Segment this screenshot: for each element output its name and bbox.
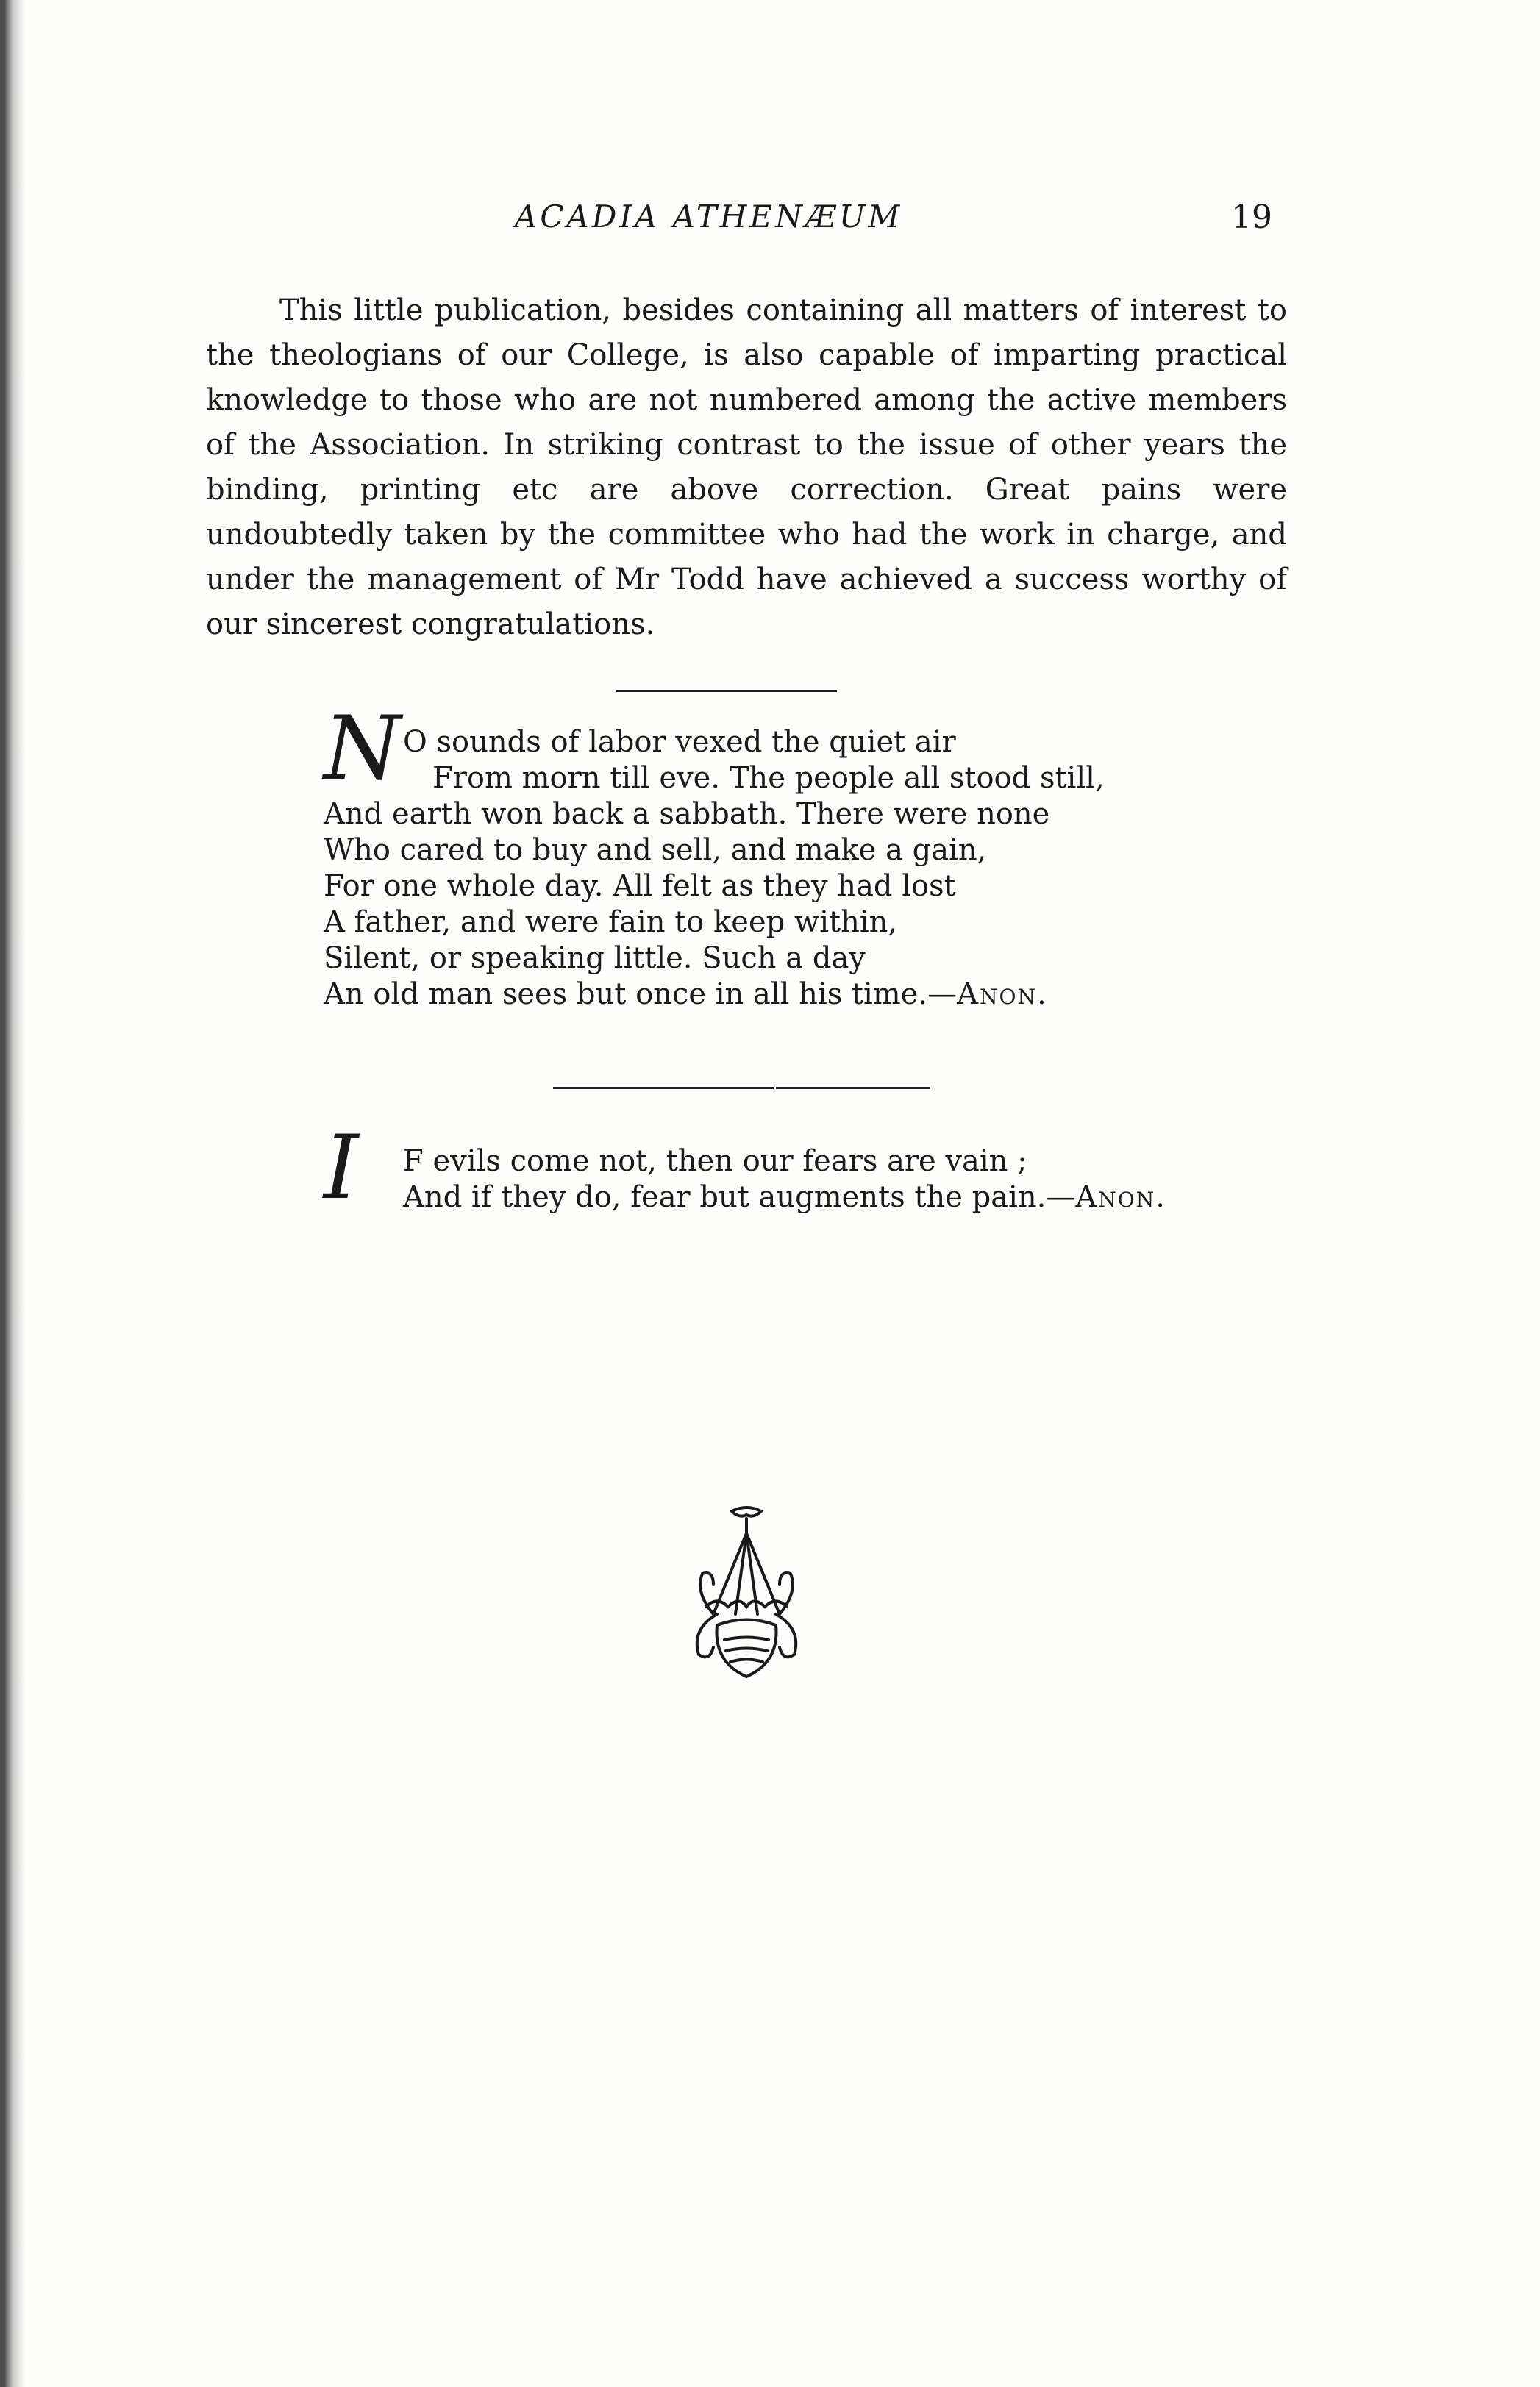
poem-line: Who cared to buy and sell, and make a gain,	[324, 833, 987, 867]
poem-sabbath	[324, 698, 1280, 1013]
poem-line-last	[324, 977, 1280, 1013]
poem-line-text: An old man sees but once in all his time.—	[324, 977, 958, 1011]
poem-line: Silent, or speaking little. Such a day	[324, 941, 866, 975]
poem-line: For one whole day. All felt as they had lost	[324, 869, 956, 903]
poem-line: F evils come not, then our fears are vain ;	[403, 1144, 1027, 1178]
page-binding-edge	[0, 0, 25, 2387]
poem-line: And earth won back a sabbath. There were none	[324, 797, 1050, 831]
poem-line-last	[324, 1180, 1280, 1216]
running-title: ACADIA ATHENÆUM	[515, 199, 903, 235]
section-divider	[616, 690, 837, 692]
poem-evils	[324, 1117, 1280, 1219]
drop-cap: N	[324, 698, 401, 800]
section-divider	[553, 1087, 774, 1089]
page-header	[206, 199, 1294, 243]
poem-line-text: And if they do, fear but augments the pain.—	[403, 1180, 1076, 1214]
poem-line: A father, and were fain to keep within,	[324, 905, 898, 939]
attribution: Anon.	[1075, 1180, 1166, 1214]
tailpiece-ornament-icon	[673, 1504, 820, 1688]
drop-cap: I	[324, 1117, 359, 1219]
poem-line: O sounds of labor vexed the quiet air	[403, 725, 956, 759]
page-number: 19	[1231, 199, 1272, 236]
section-divider	[776, 1087, 930, 1089]
body-paragraph: This little publication, besides containing all matters of interest to the theologians of our College, is also capable of imparting practical knowledge to those who are not numbered among the active members of the Association. In striking contrast to the issue of other years the binding, printing etc are above correction. Great pains were undoubtedly taken by the committee who had the work in charge, and under the management of Mr Todd have achieved a success worthy of our sincerest congratulations.	[206, 293, 1287, 641]
attribution: Anon.	[957, 977, 1048, 1011]
poem-line: From morn till eve. The people all stood still,	[432, 761, 1105, 795]
